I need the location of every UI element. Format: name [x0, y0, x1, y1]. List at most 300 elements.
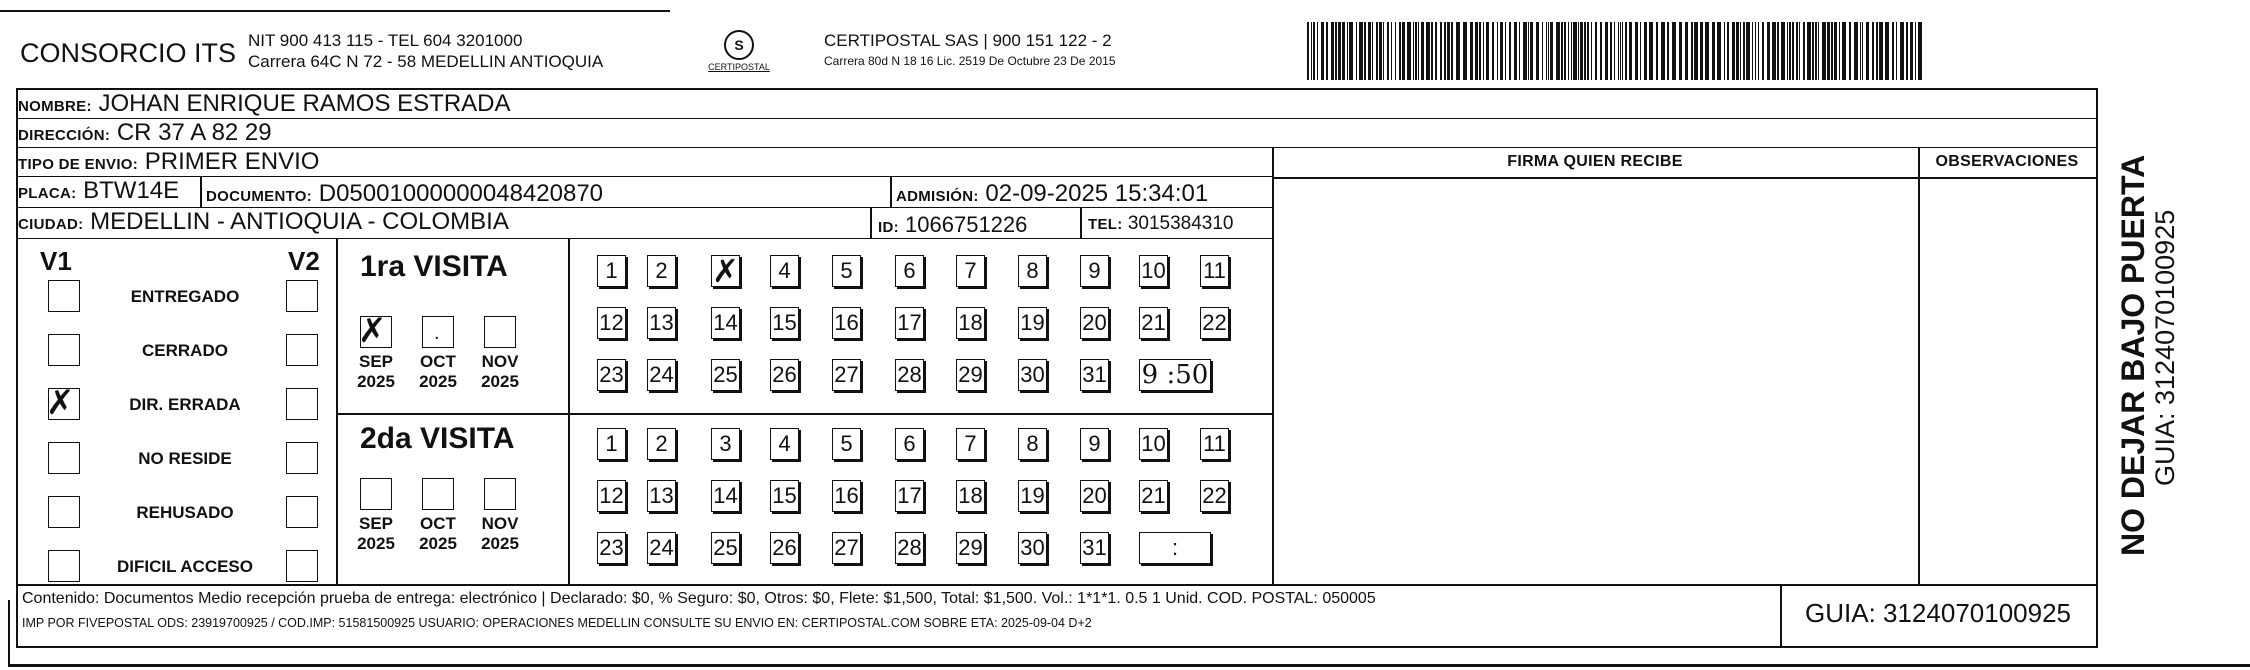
barcode-bar [1667, 22, 1669, 80]
barcode-bar [1792, 22, 1794, 80]
barcode-bar [1440, 22, 1442, 80]
barcode-bar [1635, 22, 1638, 80]
day-box-16[interactable]: 16 [832, 307, 861, 339]
barcode-bar [1622, 22, 1623, 80]
documento-value: D05001000000048420870 [318, 180, 604, 207]
barcode-bar [1528, 22, 1529, 80]
barcode-bar [1822, 22, 1826, 80]
day-box-14[interactable]: 14 [711, 307, 740, 339]
barcode-bar [1777, 22, 1779, 80]
barcode-bar [1550, 22, 1553, 80]
barcode-bar [1509, 22, 1511, 80]
barcode-bar [1767, 22, 1770, 80]
month-label: NOV [481, 352, 519, 371]
placa-value: BTW14E [83, 177, 180, 204]
day-box-19[interactable]: 19 [1018, 307, 1047, 339]
day-box-8[interactable]: 8 [1018, 255, 1047, 287]
barcode-bar [1571, 22, 1572, 80]
ciudad-label: CIUDAD: [18, 216, 84, 233]
barcode-bar [1415, 22, 1417, 80]
v2-checkbox[interactable] [286, 280, 318, 312]
month-label: OCT [420, 352, 456, 371]
barcode-bar [1900, 22, 1904, 80]
barcode-bar [1421, 22, 1424, 80]
documento-label: DOCUMENTO: [206, 188, 313, 205]
admision-label: ADMISIÓN: [896, 188, 979, 205]
nombre-value: JOHAN ENRIQUE RAMOS ESTRADA [98, 90, 511, 117]
day-box-25[interactable]: 25 [711, 359, 740, 391]
status-label: ENTREGADO [130, 287, 240, 306]
day-box-28[interactable]: 28 [895, 532, 924, 564]
barcode-bar [1691, 22, 1693, 80]
time-box[interactable]: 9 :50 [1139, 359, 1211, 391]
barcode-bar [1435, 22, 1437, 80]
v1-check-mark: ✗ [46, 383, 75, 423]
barcode-bar [1618, 22, 1619, 80]
v1-checkbox[interactable] [48, 334, 80, 366]
barcode-bar [1656, 22, 1658, 80]
barcode-bar [1578, 22, 1579, 80]
day-box-23[interactable]: 23 [597, 532, 626, 564]
v1-checkbox[interactable] [48, 550, 80, 582]
barcode-bar [1548, 22, 1549, 80]
barcode-bar [1368, 22, 1371, 80]
barcode-bar [1580, 22, 1583, 80]
bottom-rule [8, 664, 2250, 667]
barcode-bar [1359, 22, 1363, 80]
month-label: SEP [358, 352, 394, 371]
footer-imp: IMP POR FIVEPOSTAL ODS: 23919700925 / COD.IMP: 51581500925 USUARIO: OPERACIONES MEDELLIN CONSULTE SU ENVIO EN: CERTIPOSTAL.COM SOBRE ETA: 2025-09-04 D+2 [22, 616, 1092, 630]
day-box-26[interactable]: 26 [770, 359, 799, 391]
month-checkbox-sep[interactable] [360, 478, 392, 510]
barcode-bar [1335, 22, 1337, 80]
v2-checkbox[interactable] [286, 334, 318, 366]
ciudad-value: MEDELLIN - ANTIOQUIA - COLOMBIA [90, 208, 509, 235]
company-nit: NIT 900 413 115 - TEL 604 3201000 [248, 31, 523, 50]
day-box-21[interactable]: 21 [1139, 307, 1168, 339]
barcode-bar [1732, 22, 1735, 80]
barcode-bar [1862, 22, 1863, 80]
company-address: Carrera 64C N 72 - 58 MEDELLIN ANTIOQUIA [248, 52, 604, 71]
barcode-bar [1620, 22, 1621, 80]
day-box-16[interactable]: 16 [832, 480, 861, 512]
day-box-25[interactable]: 25 [711, 532, 740, 564]
logo-text: CERTIPOSTAL [708, 62, 770, 72]
day-box-9[interactable]: 9 [1080, 428, 1109, 460]
firma-label: FIRMA QUIEN RECIBE [1507, 153, 1683, 170]
day-box-10[interactable]: 10 [1139, 255, 1168, 287]
barcode-bar [1326, 22, 1328, 80]
day-box-7[interactable]: 7 [956, 255, 985, 287]
barcode-bar [1456, 22, 1460, 80]
barcode-bar [1610, 22, 1612, 80]
barcode [1307, 22, 1923, 80]
day-box-6[interactable]: 6 [895, 255, 924, 287]
barcode-bar [1772, 22, 1776, 80]
day-box-11[interactable]: 11 [1200, 255, 1229, 287]
day-box-29[interactable]: 29 [956, 532, 985, 564]
barcode-bar [1407, 22, 1411, 80]
barcode-bar [1564, 22, 1566, 80]
barcode-bar [1866, 22, 1869, 80]
top-rule [0, 10, 670, 12]
barcode-bar [1497, 22, 1498, 80]
barcode-bar [1451, 22, 1453, 80]
observaciones-divider [1918, 148, 1920, 584]
barcode-bar [1514, 22, 1517, 80]
day-box-6[interactable]: 6 [895, 428, 924, 460]
day-box-12[interactable]: 12 [597, 307, 626, 339]
barcode-bar [1818, 22, 1819, 80]
time-box[interactable]: : [1139, 532, 1211, 564]
day-box-30[interactable]: 30 [1018, 532, 1047, 564]
barcode-bar [1447, 22, 1450, 80]
day-box-15[interactable]: 15 [770, 480, 799, 512]
barcode-bar [1505, 22, 1506, 80]
barcode-bar [1879, 22, 1883, 80]
barcode-bar [1413, 22, 1414, 80]
year-label: 2025 [481, 534, 519, 553]
placa-divider [200, 177, 202, 208]
barcode-bar [1556, 22, 1560, 80]
barcode-bar [1536, 22, 1539, 80]
nombre-row [18, 90, 2096, 119]
day-box-27[interactable]: 27 [832, 532, 861, 564]
admision-value: 02-09-2025 15:34:01 [985, 180, 1209, 207]
barcode-bar [1872, 22, 1874, 80]
firma-divider [1272, 148, 1274, 584]
side-guia: GUIA: 3124070100925 [2150, 209, 2180, 486]
v2-checkbox[interactable] [286, 496, 318, 528]
barcode-bar [1885, 22, 1889, 80]
firma-header-line [1272, 177, 2096, 179]
day-box-18[interactable]: 18 [956, 307, 985, 339]
tel-field [1088, 213, 1233, 235]
barcode-bar [1727, 22, 1729, 80]
day-box-1[interactable]: 1 [597, 255, 626, 287]
barcode-bar [1640, 22, 1641, 80]
barcode-bar [1755, 22, 1756, 80]
id-label: ID: [878, 219, 899, 236]
year-label: 2025 [357, 372, 395, 391]
barcode-bar [1568, 22, 1569, 80]
barcode-bar [1860, 22, 1861, 80]
carrier-info [824, 30, 1116, 72]
barcode-bar [1530, 22, 1533, 80]
barcode-bar [1910, 22, 1913, 80]
month-label: NOV [481, 514, 519, 533]
observaciones-label: OBSERVACIONES [1935, 153, 2079, 170]
year-label: 2025 [481, 372, 519, 391]
barcode-bar [1426, 22, 1430, 80]
barcode-bar [1644, 22, 1647, 80]
day-box-27[interactable]: 27 [832, 359, 861, 391]
barcode-bar [1587, 22, 1589, 80]
footer-guia: GUIA: 3124070100925 [1805, 598, 2071, 628]
month-check-mark: ✗ [358, 311, 387, 351]
barcode-bar [1712, 22, 1715, 80]
ciudad-row [18, 208, 1272, 239]
documento-field [206, 180, 603, 208]
barcode-bar [1379, 22, 1382, 80]
barcode-bar [1743, 22, 1745, 80]
day-box-1[interactable]: 1 [597, 428, 626, 460]
barcode-bar [1717, 22, 1721, 80]
tipo-value: PRIMER ENVIO [144, 148, 320, 175]
barcode-bar [1746, 22, 1750, 80]
day-box-9[interactable]: 9 [1080, 255, 1109, 287]
id-value: 1066751226 [905, 212, 1028, 237]
status-label: CERRADO [142, 341, 228, 360]
barcode-bar [1625, 22, 1627, 80]
barcode-bar [1591, 22, 1592, 80]
year-label: 2025 [419, 534, 457, 553]
barcode-bar [1762, 22, 1764, 80]
barcode-bar [1317, 22, 1318, 80]
barcode-bar [1492, 22, 1494, 80]
barcode-bar [1600, 22, 1602, 80]
barcode-bar [1605, 22, 1608, 80]
v1-checkbox[interactable] [48, 442, 80, 474]
barcode-bar [1338, 22, 1341, 80]
day-box-28[interactable]: 28 [895, 359, 924, 391]
barcode-bar [1561, 22, 1563, 80]
barcode-bar [1758, 22, 1759, 80]
carrier-nit: CERTIPOSTAL SAS | 900 151 122 - 2 [824, 31, 1112, 50]
barcode-bar [1418, 22, 1419, 80]
barcode-bar [1349, 22, 1353, 80]
year-label: 2025 [357, 534, 395, 553]
barcode-bar [1799, 22, 1800, 80]
barcode-bar [1402, 22, 1405, 80]
barcode-bar [1815, 22, 1817, 80]
day-box-5[interactable]: 5 [832, 255, 861, 287]
day-box-2[interactable]: 2 [647, 428, 676, 460]
status-label: DIFICIL ACCESO [116, 557, 253, 576]
barcode-bar [1854, 22, 1858, 80]
status-label: DIR. ERRADA [129, 395, 241, 414]
tipo-label: TIPO DE ENVIO: [18, 156, 139, 173]
day-box-14[interactable]: 14 [711, 480, 740, 512]
barcode-bar [1313, 22, 1315, 80]
barcode-bar [1906, 22, 1908, 80]
month-checkbox-nov[interactable] [484, 316, 516, 348]
barcode-bar [1486, 22, 1489, 80]
nombre-label: NOMBRE: [18, 98, 92, 115]
status-label: NO RESIDE [138, 449, 232, 468]
barcode-bar [1444, 22, 1446, 80]
visit2-title: 2da VISITA [360, 422, 515, 455]
barcode-bar [1752, 22, 1753, 80]
day-box-30[interactable]: 30 [1018, 359, 1047, 391]
barcode-bar [1694, 22, 1698, 80]
day-box-18[interactable]: 18 [956, 480, 985, 512]
barcode-bar [1376, 22, 1378, 80]
barcode-bar [1584, 22, 1586, 80]
carrier-address: Carrera 80d N 18 16 Lic. 2519 De Octubre 23 De 2015 [824, 54, 1116, 68]
day-box-4[interactable]: 4 [770, 428, 799, 460]
barcode-bar [1463, 22, 1467, 80]
logo-emblem-icon: S [724, 30, 754, 60]
day-box-20[interactable]: 20 [1080, 480, 1109, 512]
barcode-bar [1311, 22, 1312, 80]
barcode-bar [1546, 22, 1547, 80]
month-label: OCT [420, 514, 456, 533]
barcode-bar [1331, 22, 1334, 80]
barcode-bar [1807, 22, 1811, 80]
day-box-31[interactable]: 31 [1080, 359, 1109, 391]
v1-checkbox[interactable] [48, 280, 80, 312]
footer-contenido: Contenido: Documentos Medio recepción prueba de entrega: electrónico | Declarado: $0, % Seguro: $0, Otros: $0, Flete: $1,500, Total: $1,500. Vol.: 1*1*1. 0.5 1 Unid. COD. POSTAL: 050005 [22, 590, 1376, 607]
barcode-bar [1842, 22, 1846, 80]
barcode-bar [1479, 22, 1481, 80]
barcode-bar [1372, 22, 1373, 80]
day-box-15[interactable]: 15 [770, 307, 799, 339]
barcode-bar [1834, 22, 1837, 80]
placa-label: PLACA: [18, 185, 77, 202]
barcode-bar [1483, 22, 1484, 80]
day-box-29[interactable]: 29 [956, 359, 985, 391]
v2-checkbox[interactable] [286, 550, 318, 582]
barcode-bar [1307, 22, 1309, 80]
day-box-7[interactable]: 7 [956, 428, 985, 460]
v2-checkbox[interactable] [286, 388, 318, 420]
day-box-21[interactable]: 21 [1139, 480, 1168, 512]
barcode-bar [1573, 22, 1577, 80]
day-box-8[interactable]: 8 [1018, 428, 1047, 460]
barcode-bar [1356, 22, 1357, 80]
day-box-24[interactable]: 24 [647, 532, 676, 564]
barcode-bar [1387, 22, 1389, 80]
day-box-17[interactable]: 17 [895, 307, 924, 339]
barcode-bar [1736, 22, 1739, 80]
barcode-bar [1679, 22, 1682, 80]
barcode-bar [1724, 22, 1725, 80]
barcode-bar [1519, 22, 1520, 80]
barcode-bar [1649, 22, 1653, 80]
day-box-10[interactable]: 10 [1139, 428, 1168, 460]
month-checkbox-nov[interactable] [484, 478, 516, 510]
barcode-bar [1892, 22, 1894, 80]
barcode-bar [1700, 22, 1703, 80]
v2-checkbox[interactable] [286, 442, 318, 474]
barcode-bar [1672, 22, 1676, 80]
month-dot-mark: . [434, 322, 440, 344]
admision-field [896, 180, 1208, 208]
day-box-23[interactable]: 23 [597, 359, 626, 391]
status-label: REHUSADO [136, 503, 234, 522]
barcode-bar [1342, 22, 1345, 80]
day-box-11[interactable]: 11 [1200, 428, 1229, 460]
day-box-24[interactable]: 24 [647, 359, 676, 391]
tel-divider [1080, 208, 1082, 239]
barcode-bar [1831, 22, 1833, 80]
barcode-bar [1431, 22, 1433, 80]
barcode-bar [1399, 22, 1401, 80]
day-box-19[interactable]: 19 [1018, 480, 1047, 512]
status-divider [336, 239, 338, 584]
barcode-bar [1740, 22, 1741, 80]
barcode-bar [1839, 22, 1840, 80]
barcode-bar [1395, 22, 1396, 80]
day-box-13[interactable]: 13 [647, 480, 676, 512]
barcode-bar [1918, 22, 1922, 80]
barcode-bar [1781, 22, 1785, 80]
barcode-bar [1849, 22, 1851, 80]
day-box-22[interactable]: 22 [1200, 307, 1229, 339]
day-box-marked[interactable]: ✗ [712, 253, 739, 289]
day-box-26[interactable]: 26 [770, 532, 799, 564]
barcode-bar [1915, 22, 1916, 80]
day-box-3[interactable]: 3 [711, 428, 740, 460]
visit1-title: 1ra VISITA [360, 250, 508, 283]
barcode-bar [1470, 22, 1473, 80]
month-label: SEP [358, 514, 394, 533]
tel-label: TEL: [1088, 216, 1123, 233]
direccion-value: CR 37 A 82 29 [116, 119, 272, 146]
barcode-bar [1475, 22, 1478, 80]
left-edge-line [8, 600, 10, 666]
side-warning: NO DEJAR BAJO PUERTA [2115, 154, 2151, 556]
v1-checkbox[interactable] [48, 496, 80, 528]
day-box-5[interactable]: 5 [832, 428, 861, 460]
barcode-bar [1321, 22, 1324, 80]
barcode-bar [1661, 22, 1665, 80]
day-box-22[interactable]: 22 [1200, 480, 1229, 512]
barcode-bar [1542, 22, 1543, 80]
barcode-bar [1595, 22, 1597, 80]
certipostal-logo [708, 30, 770, 78]
barcode-bar [1614, 22, 1615, 80]
day-box-20[interactable]: 20 [1080, 307, 1109, 339]
barcode-bar [1383, 22, 1384, 80]
direccion-label: DIRECCIÓN: [18, 127, 111, 144]
v2-label: V2 [288, 246, 320, 276]
barcode-bar [1685, 22, 1688, 80]
visit-divider [336, 413, 1272, 415]
day-box-31[interactable]: 31 [1080, 532, 1109, 564]
day-box-4[interactable]: 4 [770, 255, 799, 287]
barcode-bar [1500, 22, 1503, 80]
barcode-bar [1896, 22, 1897, 80]
v1-label: V1 [40, 246, 72, 276]
year-label: 2025 [419, 372, 457, 391]
barcode-bar [1803, 22, 1805, 80]
barcode-bar [1876, 22, 1878, 80]
months-divider [568, 239, 570, 584]
direccion-row [18, 119, 2096, 148]
month-checkbox-oct[interactable] [422, 478, 454, 510]
barcode-bar [1796, 22, 1798, 80]
barcode-bar [1787, 22, 1788, 80]
barcode-bar [1391, 22, 1392, 80]
barcode-bar [1364, 22, 1366, 80]
barcode-bar [1812, 22, 1814, 80]
id-divider [870, 208, 872, 239]
company-info [248, 30, 603, 72]
id-field [878, 212, 1027, 238]
day-box-2[interactable]: 2 [647, 255, 676, 287]
barcode-bar [1629, 22, 1632, 80]
barcode-bar [1523, 22, 1527, 80]
admision-divider [890, 177, 892, 208]
day-box-12[interactable]: 12 [597, 480, 626, 512]
day-box-13[interactable]: 13 [647, 307, 676, 339]
tipo-row [18, 148, 1272, 177]
barcode-bar [1789, 22, 1791, 80]
barcode-bar [1347, 22, 1348, 80]
day-box-17[interactable]: 17 [895, 480, 924, 512]
